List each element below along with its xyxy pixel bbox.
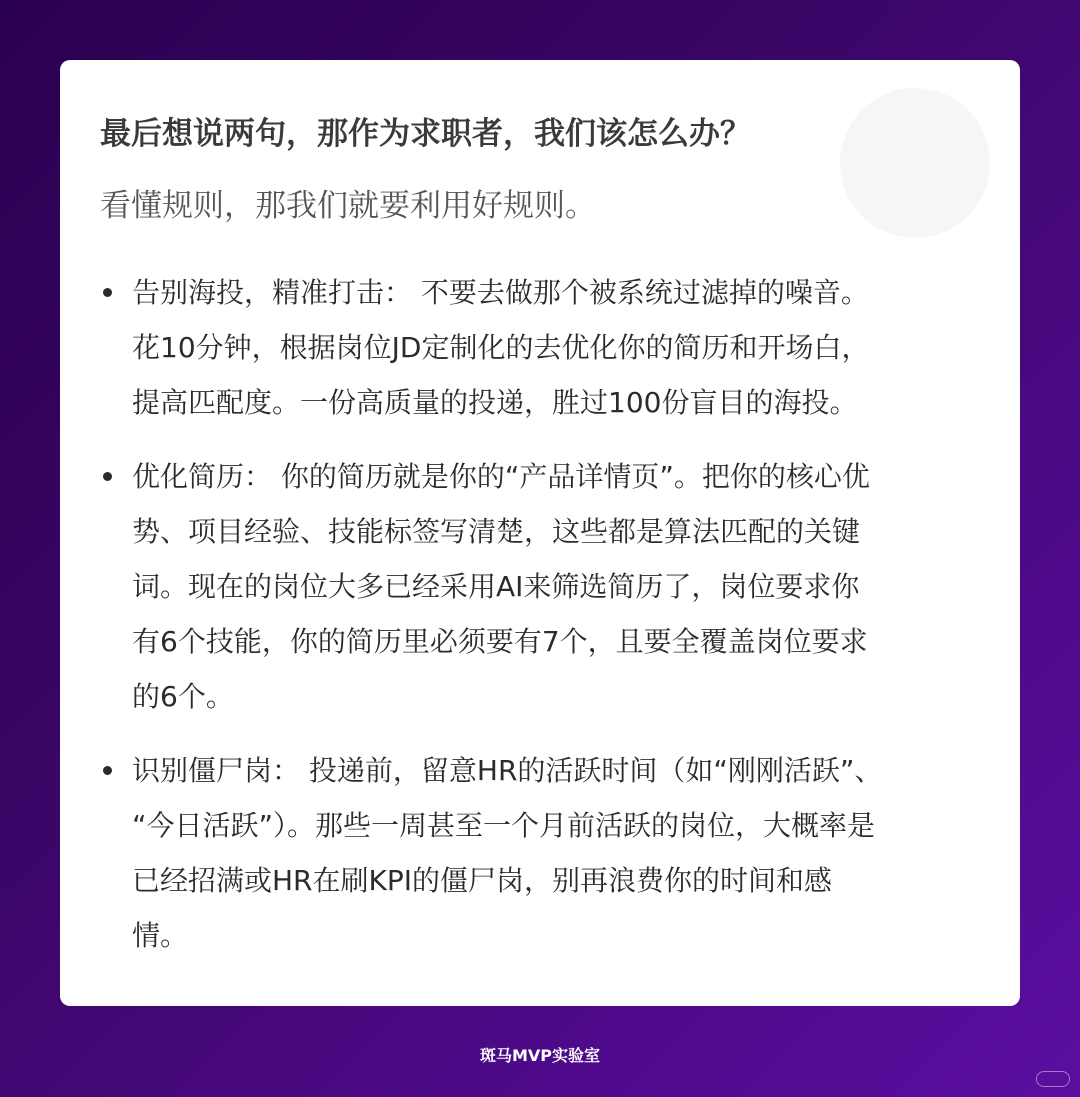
- bullet-text-line: 告别海投，精准打击： 不要去做那个被系统过滤掉的噪音。: [132, 276, 869, 309]
- bullet-item: [100, 743, 980, 963]
- bullet-text-line: 有6个技能，你的简历里必须要有7个，且要全覆盖岗位要求: [132, 625, 868, 658]
- card-heading: 最后想说两句，那作为求职者，我们该怎么办？: [100, 116, 751, 152]
- bullet-text-line: 识别僵尸岗： 投递前，留意HR的活跃时间（如“刚刚活跃”、: [132, 754, 883, 787]
- bullet-text-line: “今日活跃”）。那些一周甚至一个月前活跃的岗位，大概率是: [132, 809, 876, 842]
- bullet-text-line: 的6个。: [132, 680, 234, 713]
- card-subheading: 看懂规则，那我们就要利用好规则。: [100, 188, 596, 224]
- bullet-item: [100, 449, 980, 724]
- bullet-dot-icon: [103, 288, 112, 297]
- bullet-dot-icon: [103, 472, 112, 481]
- bullet-dot-icon: [103, 766, 112, 775]
- bullet-text-line: 提高匹配度。一份高质量的投递，胜过100份盲目的海投。: [132, 386, 858, 419]
- bullet-text-line: 情。: [132, 919, 189, 952]
- bullet-item: [100, 265, 980, 430]
- bullet-text-line: 势、项目经验、技能标签写清楚，这些都是算法匹配的关键: [132, 515, 861, 548]
- bullet-list: [100, 265, 980, 963]
- bullet-text-line: 优化简历： 你的简历就是你的“产品详情页”。把你的核心优: [132, 460, 870, 493]
- content-card: [60, 60, 1020, 1006]
- watermark-logo: [1036, 1071, 1070, 1087]
- bullet-text-line: 词。现在的岗位大多已经采用AI来筛选简历了，岗位要求你: [132, 570, 860, 603]
- bullet-text-line: 花10分钟，根据岗位JD定制化的去优化你的简历和开场白，: [132, 331, 870, 364]
- bullet-text-line: 已经招满或HR在刷KPI的僵尸岗，别再浪费你的时间和感: [132, 864, 833, 897]
- footer-brand: 斑马MVP实验室: [479, 1046, 601, 1065]
